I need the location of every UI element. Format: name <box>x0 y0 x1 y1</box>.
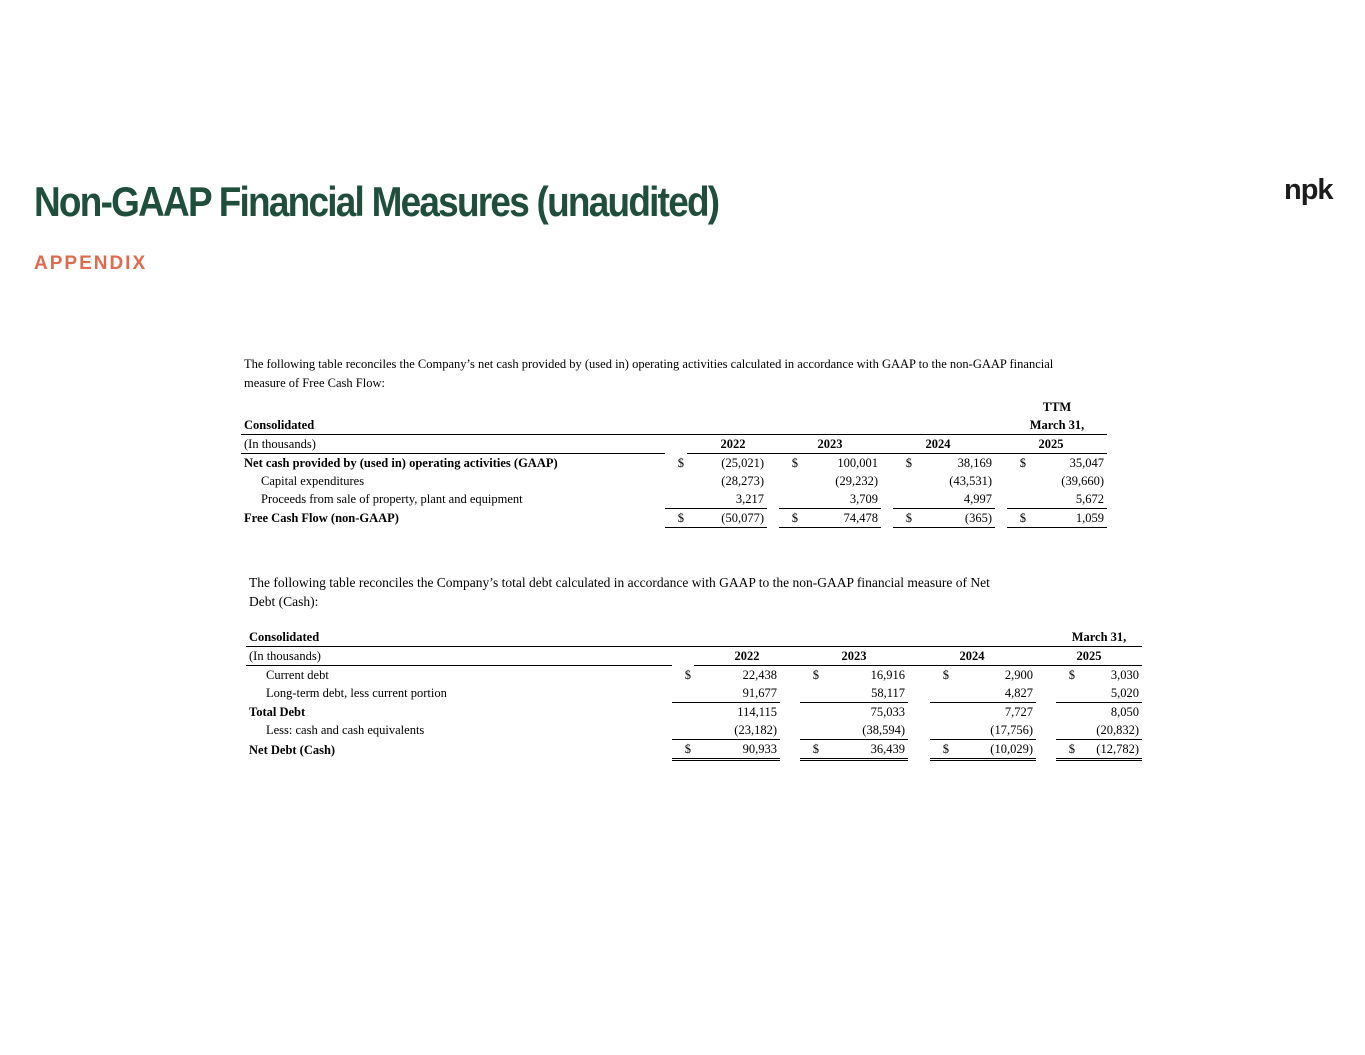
cell-value: 4,827 <box>952 684 1036 703</box>
table-header-row <box>246 647 1142 666</box>
column-header: 2025 <box>995 435 1107 454</box>
cell-value: 36,439 <box>822 740 908 760</box>
currency-symbol: $ <box>1007 509 1029 528</box>
currency-symbol: $ <box>672 740 694 760</box>
cell-value: 4,997 <box>915 490 995 509</box>
cell-value: (50,077) <box>687 509 767 528</box>
table-row <box>246 740 1142 760</box>
cell-value: 90,933 <box>694 740 780 760</box>
cell-value: 3,709 <box>801 490 881 509</box>
page-title: Non-GAAP Financial Measures (unaudited) <box>34 178 719 225</box>
net-debt-table <box>246 628 1142 761</box>
cell-value: (29,232) <box>835 474 878 488</box>
date-label: March 31, <box>1071 630 1127 644</box>
cell-value: 8,050 <box>1110 705 1139 719</box>
units-label: (In thousands) <box>246 647 672 666</box>
column-header: 2025 <box>1036 647 1142 666</box>
currency-symbol: $ <box>812 668 819 682</box>
column-header: 2024 <box>908 647 1036 666</box>
currency-symbol: $ <box>905 456 912 470</box>
section-subtitle: APPENDIX <box>34 253 148 274</box>
units-label: (In thousands) <box>241 435 665 454</box>
row-label: Less: cash and cash equivalents <box>266 723 425 738</box>
section-label: Consolidated <box>249 630 320 644</box>
cell-value: 2,900 <box>1004 668 1033 682</box>
cell-value: 38,169 <box>957 456 992 470</box>
column-header: 2022 <box>694 647 800 666</box>
cell-value: 75,033 <box>870 705 905 719</box>
cell-value: 35,047 <box>1069 456 1104 470</box>
cell-value: (43,531) <box>949 474 992 488</box>
row-label: Net cash provided by (used in) operating activities (GAAP) <box>244 456 558 470</box>
cell-value: 5,672 <box>1029 490 1107 509</box>
column-header: 2023 <box>800 647 908 666</box>
table-row <box>241 490 1107 509</box>
currency-symbol: $ <box>1068 668 1075 682</box>
cell-value: (17,756) <box>952 721 1036 740</box>
cell-value: 3,217 <box>687 490 767 509</box>
cell-value: (38,594) <box>822 721 908 740</box>
table-row <box>246 628 1142 647</box>
table-row <box>246 703 1142 722</box>
row-label: Capital expenditures <box>261 474 365 488</box>
cell-value: 22,438 <box>742 668 777 682</box>
table-row <box>241 398 1107 416</box>
cell-value: 74,478 <box>801 509 881 528</box>
net-debt-intro-text: The following table reconciles the Company’s total debt calculated in accordance with GAAP to the non-GAAP financial measure of Net Debt (Cash): <box>249 575 990 609</box>
table-row <box>246 684 1142 703</box>
currency-symbol: $ <box>665 509 687 528</box>
column-header: 2024 <box>881 435 995 454</box>
row-label: Proceeds from sale of property, plant and equipment <box>261 492 523 507</box>
section-label: Consolidated <box>244 418 315 432</box>
cell-value: 114,115 <box>737 705 777 719</box>
table-row <box>241 454 1107 473</box>
table-row <box>241 509 1107 528</box>
cell-value: (28,273) <box>721 474 764 488</box>
cell-value: 1,059 <box>1029 509 1107 528</box>
table-row <box>241 416 1107 435</box>
currency-symbol: $ <box>800 740 822 760</box>
cell-value: (365) <box>915 509 995 528</box>
company-logo: npk <box>1284 174 1333 206</box>
table-row <box>241 472 1107 490</box>
ttm-date-label: March 31, <box>1007 416 1107 435</box>
currency-symbol: $ <box>1019 456 1026 470</box>
fcf-intro-text: The following table reconciles the Company’s net cash provided by (used in) operating activities calculated in accordance with GAAP to the non-GAAP financial measure of Free Cash Flow: <box>244 357 1054 390</box>
cell-value: 58,117 <box>822 684 908 703</box>
ttm-label: TTM <box>1042 400 1072 414</box>
currency-symbol: $ <box>893 509 915 528</box>
row-label: Net Debt (Cash) <box>249 742 336 757</box>
currency-symbol: $ <box>791 456 798 470</box>
cell-value: 7,727 <box>1004 705 1033 719</box>
row-label: Current debt <box>266 668 329 682</box>
cell-value: (25,021) <box>721 456 764 470</box>
currency-symbol: $ <box>779 509 801 528</box>
currency-symbol: $ <box>684 667 691 682</box>
column-header: 2023 <box>779 435 881 454</box>
cell-value: (20,832) <box>1078 721 1142 740</box>
table-header-row <box>241 435 1107 454</box>
row-label: Total Debt <box>249 704 306 719</box>
currency-symbol: $ <box>942 668 949 682</box>
cell-value: (10,029) <box>952 740 1036 760</box>
cell-value: 3,030 <box>1110 668 1139 682</box>
cell-value: 91,677 <box>694 684 780 703</box>
currency-symbol: $ <box>677 455 684 470</box>
currency-symbol: $ <box>930 740 952 760</box>
column-header: 2022 <box>687 435 779 454</box>
row-label: Free Cash Flow (non-GAAP) <box>244 511 399 525</box>
row-label: Long-term debt, less current portion <box>266 686 447 701</box>
cell-value: (23,182) <box>694 721 780 740</box>
table-row <box>246 721 1142 740</box>
cell-value: 100,001 <box>837 456 878 470</box>
cell-value: (39,660) <box>1061 474 1104 488</box>
cell-value: 16,916 <box>870 668 905 682</box>
cell-value: 5,020 <box>1078 684 1142 703</box>
currency-symbol: $ <box>1056 740 1078 760</box>
table-row <box>246 666 1142 685</box>
cell-value: (12,782) <box>1078 740 1142 760</box>
free-cash-flow-table <box>241 398 1107 528</box>
